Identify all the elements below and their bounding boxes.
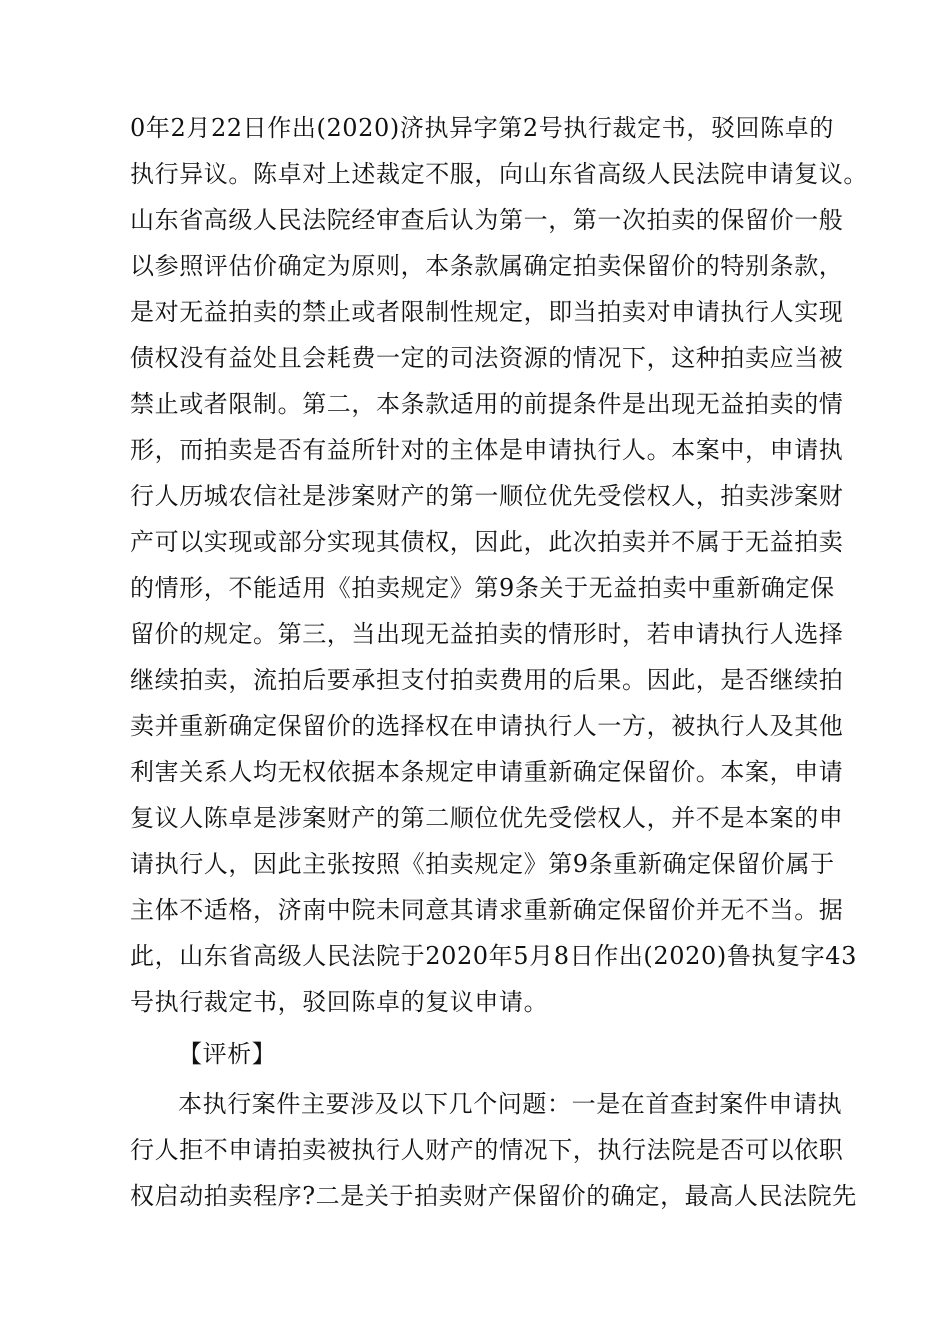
body-text-line: 继续拍卖，流拍后要承担支付拍卖费用的后果。因此，是否继续拍 — [130, 666, 844, 694]
body-text-line: 山东省高级人民法院经审查后认为第一，第一次拍卖的保留价一般 — [130, 206, 844, 234]
body-text-line: 以参照评估价确定为原则，本条款属确定拍卖保留价的特别条款， — [130, 252, 844, 280]
body-text-line: 利害关系人均无权依据本条规定申请重新确定保留价。本案，申请 — [130, 758, 844, 786]
body-text-line: 债权没有益处且会耗费一定的司法资源的情况下，这种拍卖应当被 — [130, 344, 844, 372]
body-text-line: 0年2月22日作出(2020)济执异字第2号执行裁定书，驳回陈卓的 — [130, 114, 834, 142]
analysis-text-line: 本执行案件主要涉及以下几个问题：一是在首查封案件申请执 — [178, 1090, 843, 1118]
body-text-line: 号执行裁定书，驳回陈卓的复议申请。 — [130, 988, 549, 1016]
body-text-line: 复议人陈卓是涉案财产的第二顺位优先受偿权人，并不是本案的申 — [130, 804, 844, 832]
body-text-line: 执行异议。陈卓对上述裁定不服，向山东省高级人民法院申请复议。 — [130, 160, 868, 188]
body-text-line: 请执行人，因此主张按照《拍卖规定》第9条重新确定保留价属于 — [130, 850, 835, 878]
analysis-text-line: 权启动拍卖程序?二是关于拍卖财产保留价的确定，最高人民法院先 — [130, 1182, 857, 1210]
body-text-line: 禁止或者限制。第二，本条款适用的前提条件是出现无益拍卖的情 — [130, 390, 844, 418]
body-text-line: 形，而拍卖是否有益所针对的主体是申请执行人。本案中，申请执 — [130, 436, 844, 464]
body-text-line: 的情形，不能适用《拍卖规定》第9条关于无益拍卖中重新确定保 — [130, 574, 835, 602]
body-text-line: 产可以实现或部分实现其债权，因此，此次拍卖并不属于无益拍卖 — [130, 528, 844, 556]
analysis-text-line: 行人拒不申请拍卖被执行人财产的情况下，执行法院是否可以依职 — [130, 1136, 844, 1164]
body-text-line: 此，山东省高级人民法院于2020年5月8日作出(2020)鲁执复字43 — [130, 942, 857, 970]
body-text-line: 主体不适格，济南中院未同意其请求重新确定保留价并无不当。据 — [130, 896, 844, 924]
body-text-line: 留价的规定。第三，当出现无益拍卖的情形时，若申请执行人选择 — [130, 620, 844, 648]
body-text-line: 行人历城农信社是涉案财产的第一顺位优先受偿权人，拍卖涉案财 — [130, 482, 844, 510]
body-text-line: 卖并重新确定保留价的选择权在申请执行人一方，被执行人及其他 — [130, 712, 844, 740]
section-heading: 【评析】 — [178, 1040, 277, 1068]
body-text-line: 是对无益拍卖的禁止或者限制性规定，即当拍卖对申请执行人实现 — [130, 298, 844, 326]
